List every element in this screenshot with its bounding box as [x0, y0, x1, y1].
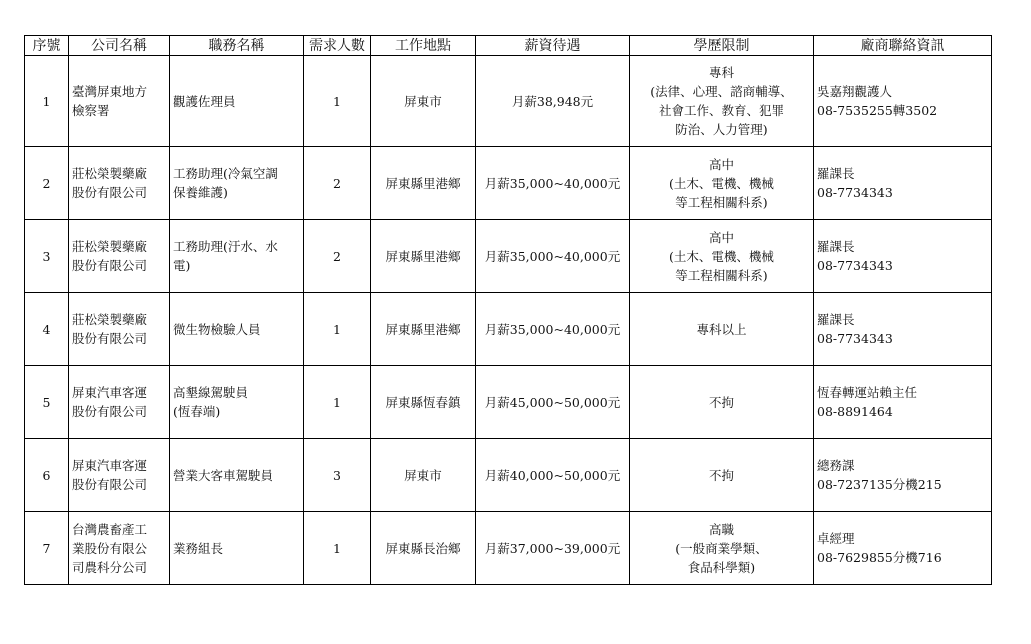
- company-text: 台灣農畜產工 業股份有限公 司農科分公司: [72, 521, 148, 575]
- contact-text: 恆春轉運站賴主任 08-8891464: [817, 385, 918, 419]
- contact-cell: [814, 366, 992, 439]
- location-cell: [371, 512, 476, 585]
- seq-text: 2: [42, 175, 51, 191]
- education-cell: [630, 147, 814, 220]
- position-text: 營業大客車駕駛員: [173, 467, 274, 483]
- count-text: 2: [333, 248, 341, 264]
- header-salary: 薪資待遇: [476, 36, 630, 56]
- table-row: [25, 366, 992, 439]
- company-text: 莊松榮製藥廠 股份有限公司: [72, 166, 148, 200]
- count-text: 3: [333, 467, 341, 483]
- company-cell: [69, 366, 170, 439]
- position-cell: [170, 147, 304, 220]
- education-text: 專科 (法律、心理、諮商輔導、 社會工作、教育、犯罪 防治、人力管理): [650, 65, 793, 137]
- location-cell: [371, 293, 476, 366]
- header-education: 學歷限制: [630, 36, 814, 56]
- company-cell: [69, 147, 170, 220]
- education-cell: [630, 439, 814, 512]
- seq-cell: [25, 220, 69, 293]
- location-cell: [371, 220, 476, 293]
- contact-text: 卓經理 08-7629855分機716: [817, 531, 942, 565]
- education-cell: [630, 366, 814, 439]
- education-cell: [630, 56, 814, 147]
- seq-cell: [25, 366, 69, 439]
- company-text: 莊松榮製藥廠 股份有限公司: [72, 239, 148, 273]
- header-seq: 序號: [25, 36, 69, 56]
- contact-cell: [814, 147, 992, 220]
- contact-cell: [814, 512, 992, 585]
- contact-text: 羅課長 08-7734343: [817, 166, 893, 200]
- salary-text: 月薪35,000~40,000元: [484, 175, 621, 191]
- position-text: 工務助理(冷氣空調 保養維護): [173, 166, 278, 200]
- location-cell: [371, 147, 476, 220]
- company-text: 屏東汽車客運 股份有限公司: [72, 385, 148, 419]
- count-cell: [304, 147, 371, 220]
- company-cell: [69, 512, 170, 585]
- position-cell: [170, 439, 304, 512]
- salary-text: 月薪45,000~50,000元: [484, 394, 621, 410]
- education-text: 不拘: [708, 394, 734, 410]
- salary-cell: [476, 220, 630, 293]
- company-text: 莊松榮製藥廠 股份有限公司: [72, 312, 148, 346]
- location-text: 屏東縣里港鄉: [385, 175, 461, 191]
- location-text: 屏東縣恆春鎮: [385, 394, 461, 410]
- header-position: 職務名稱: [170, 36, 304, 56]
- contact-cell: [814, 439, 992, 512]
- header-company: 公司名稱: [69, 36, 170, 56]
- seq-text: 5: [42, 394, 51, 410]
- contact-cell: [814, 293, 992, 366]
- education-cell: [630, 512, 814, 585]
- position-text: 觀護佐理員: [173, 93, 236, 109]
- company-cell: [69, 56, 170, 147]
- location-text: 屏東市: [404, 93, 442, 109]
- count-cell: [304, 56, 371, 147]
- job-openings-table: [24, 35, 992, 585]
- education-cell: [630, 293, 814, 366]
- count-text: 1: [333, 394, 341, 410]
- count-cell: [304, 220, 371, 293]
- position-text: 微生物檢驗人員: [173, 321, 261, 337]
- count-text: 1: [333, 321, 341, 337]
- location-cell: [371, 366, 476, 439]
- salary-text: 月薪37,000~39,000元: [484, 540, 621, 556]
- company-cell: [69, 293, 170, 366]
- education-text: 高中 (土木、電機、機械 等工程相關科系): [669, 229, 774, 283]
- seq-cell: [25, 293, 69, 366]
- salary-text: 月薪35,000~40,000元: [484, 321, 621, 337]
- contact-text: 羅課長 08-7734343: [817, 239, 893, 273]
- salary-cell: [476, 147, 630, 220]
- company-text: 臺灣屏東地方 檢察署: [72, 84, 148, 118]
- salary-cell: [476, 366, 630, 439]
- salary-text: 月薪40,000~50,000元: [484, 467, 621, 483]
- count-cell: [304, 512, 371, 585]
- location-text: 屏東縣里港鄉: [385, 248, 461, 264]
- contact-text: 吳嘉翔觀護人 08-7535255轉3502: [817, 84, 938, 118]
- position-cell: [170, 512, 304, 585]
- location-cell: [371, 56, 476, 147]
- contact-text: 總務課 08-7237135分機215: [817, 458, 942, 492]
- position-text: 高墾線駕駛員 (恆春端): [173, 385, 249, 419]
- seq-text: 1: [42, 93, 51, 109]
- table-row: [25, 147, 992, 220]
- table-row: [25, 56, 992, 147]
- company-cell: [69, 439, 170, 512]
- table-row: [25, 512, 992, 585]
- seq-text: 4: [42, 321, 51, 337]
- seq-text: 3: [42, 248, 51, 264]
- table-row: [25, 293, 992, 366]
- seq-cell: [25, 56, 69, 147]
- education-text: 高中 (土木、電機、機械 等工程相關科系): [669, 156, 774, 210]
- contact-cell: [814, 220, 992, 293]
- education-text: 專科以上: [696, 321, 747, 337]
- header-count: 需求人數: [304, 36, 371, 56]
- salary-text: 月薪38,948元: [511, 93, 594, 109]
- education-text: 不拘: [708, 467, 734, 483]
- salary-text: 月薪35,000~40,000元: [484, 248, 621, 264]
- count-cell: [304, 293, 371, 366]
- seq-cell: [25, 147, 69, 220]
- count-cell: [304, 439, 371, 512]
- table-row: [25, 439, 992, 512]
- location-text: 屏東縣里港鄉: [385, 321, 461, 337]
- education-text: 高職 (一般商業學類、 食品科學類): [675, 521, 768, 575]
- position-text: 業務組長: [173, 540, 224, 556]
- company-text: 屏東汽車客運 股份有限公司: [72, 458, 148, 492]
- count-text: 1: [333, 93, 341, 109]
- count-text: 2: [333, 175, 341, 191]
- count-text: 1: [333, 540, 341, 556]
- header-contact: 廠商聯絡資訊: [814, 36, 992, 56]
- position-text: 工務助理(汙水、水 電): [173, 239, 278, 273]
- position-cell: [170, 293, 304, 366]
- salary-cell: [476, 512, 630, 585]
- location-text: 屏東市: [404, 467, 442, 483]
- seq-cell: [25, 439, 69, 512]
- education-cell: [630, 220, 814, 293]
- count-cell: [304, 366, 371, 439]
- seq-text: 7: [42, 540, 51, 556]
- salary-cell: [476, 439, 630, 512]
- company-cell: [69, 220, 170, 293]
- location-cell: [371, 439, 476, 512]
- position-cell: [170, 56, 304, 147]
- position-cell: [170, 220, 304, 293]
- header-row: [25, 36, 992, 56]
- contact-cell: [814, 56, 992, 147]
- contact-text: 羅課長 08-7734343: [817, 312, 893, 346]
- table-row: [25, 220, 992, 293]
- seq-text: 6: [42, 467, 51, 483]
- header-location: 工作地點: [371, 36, 476, 56]
- salary-cell: [476, 56, 630, 147]
- seq-cell: [25, 512, 69, 585]
- salary-cell: [476, 293, 630, 366]
- position-cell: [170, 366, 304, 439]
- location-text: 屏東縣長治鄉: [385, 540, 461, 556]
